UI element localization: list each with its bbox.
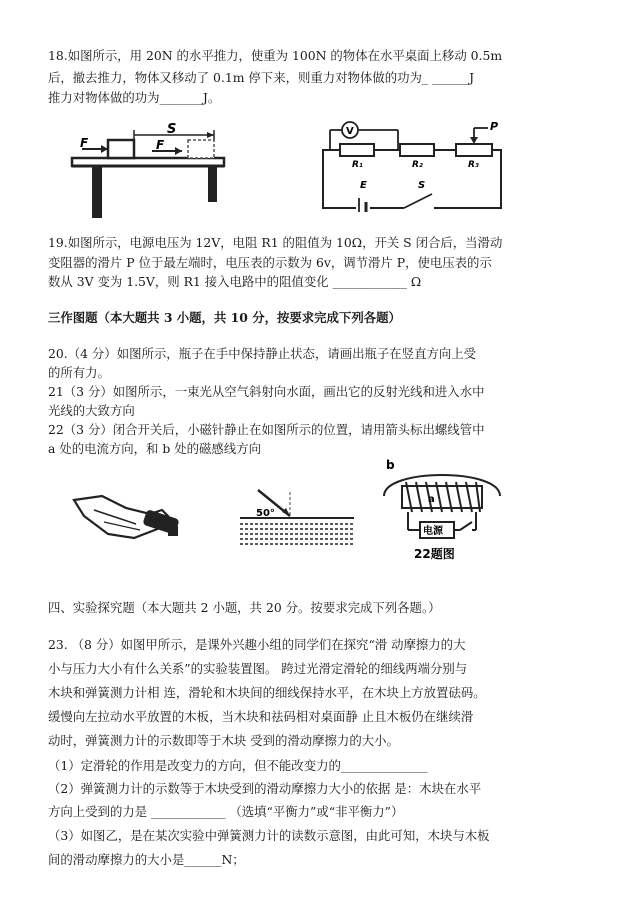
q23-line1: 23. （8 分）如图甲所示，是课外兴趣小组的同学们在探究“滑 动摩擦力的大 — [48, 637, 466, 652]
fig22-a-label: a — [428, 494, 435, 505]
fig18-table-diagram — [68, 122, 228, 222]
q23-sub2-line1: （2）弹簧测力计的示数等于木块受到的滑动摩擦力大小的依据 是：木块在水平 — [48, 781, 482, 796]
q19-line3: 数从 3V 变为 1.5V，则 R1 接入电路中的阻值变化 ____________ Ω — [48, 274, 422, 289]
fig21-angle-label: 50° — [256, 508, 275, 519]
section4-title: 四、实验探究题（本大题共 2 小题，共 20 分。按要求完成下列各题。） — [48, 600, 441, 615]
q23-sub3-line1: （3）如图乙，是在某次实验中弹簧测力计的读数示意图，由此可知，木块与木板 — [48, 828, 490, 843]
q18-line1: 18.如图所示，用 20N 的水平推力，使重为 100N 的物体在水平桌面上移动 0.5m — [48, 48, 503, 63]
q22-line2: a 处的电流方向，和 b 处的磁感线方向 — [48, 441, 261, 456]
q23-line4: 缓慢向左拉动水平放置的木板，当木块和祛码相对桌面静 止且木板仍在继续滑 — [48, 709, 474, 724]
fig19-voltmeter-label: V — [346, 126, 354, 137]
q20-line1: 20.（4 分）如图所示，瓶子在手中保持静止状态，请画出瓶子在竖直方向上受 — [48, 346, 477, 361]
fig19-slider-label: P — [490, 120, 499, 133]
q21-line1: 21（3 分）如图所示，一束光从空气斜射向水面，画出它的反射光线和进入水中 — [48, 384, 485, 399]
fig18-force-label-1: F — [80, 136, 89, 150]
q18-line2: 后，撤去推力，物体又移动了 0.1m 停下来，则重力对物体做的功为_ ______J — [48, 70, 475, 85]
fig19-circuit-diagram — [318, 120, 508, 212]
fig19-r3-label: R₃ — [468, 160, 479, 170]
fig19-emf-label: E — [360, 180, 367, 191]
q23-line3: 木块和弹簧测力计相 连，滑轮和木块间的细线保持水平，在木块上方放置砝码。 — [48, 685, 486, 700]
q20-line2: 的所有力。 — [48, 365, 110, 380]
q18-line3: 推力对物体做的功为_______J。 — [48, 90, 221, 105]
fig20-hand-bottle — [64, 484, 184, 554]
fig19-switch-label: S — [418, 180, 426, 191]
q23-line2: 小与压力大小有什么关系”的实验装置图。 跨过光滑定滑轮的细线两端分别与 — [48, 661, 468, 676]
fig22-power-label: 电源 — [423, 526, 443, 537]
q23-sub1: （1）定滑轮的作用是改变力的方向，但不能改变力的______________ — [48, 758, 428, 773]
q23-sub2-line2: 方向上受到的力是 ____________ （选填“平衡力”或“非平衡力”） — [48, 804, 404, 819]
fig21-light-ray — [232, 482, 358, 554]
q23-sub3-line2: 间的滑动摩擦力的大小是______N； — [48, 852, 245, 867]
q23-line5: 动时，弹簧测力计的示数即等于木块 受到的滑动摩擦力的大小。 — [48, 733, 399, 748]
fig18-force-label-2: F — [156, 138, 165, 152]
fig18-distance-label: S — [167, 122, 177, 137]
section3-title: 三作图题（本大题共 3 小题，共 10 分，按要求完成下列各题） — [48, 310, 401, 325]
q19-line2: 变阻器的滑片 P 位于最左端时，电压表的示数为 6v，调节滑片 P，使电压表的示 — [48, 255, 492, 270]
q21-line2: 光线的大致方向 — [48, 403, 135, 418]
fig19-r2-label: R₂ — [412, 160, 423, 170]
fig22-b-label: b — [386, 458, 395, 472]
fig19-r1-label: R₁ — [352, 160, 363, 170]
q22-line1: 22（3 分）闭合开关后，小磁针静止在如图所示的位置，请用箭头标出螺线管中 — [48, 422, 485, 437]
fig22-solenoid — [372, 458, 512, 568]
fig22-caption: 22题图 — [414, 547, 455, 561]
q19-line1: 19.如图所示，电源电压为 12V，电阻 R1 的阻值为 10Ω，开关 S 闭合后，当滑动 — [48, 235, 503, 250]
